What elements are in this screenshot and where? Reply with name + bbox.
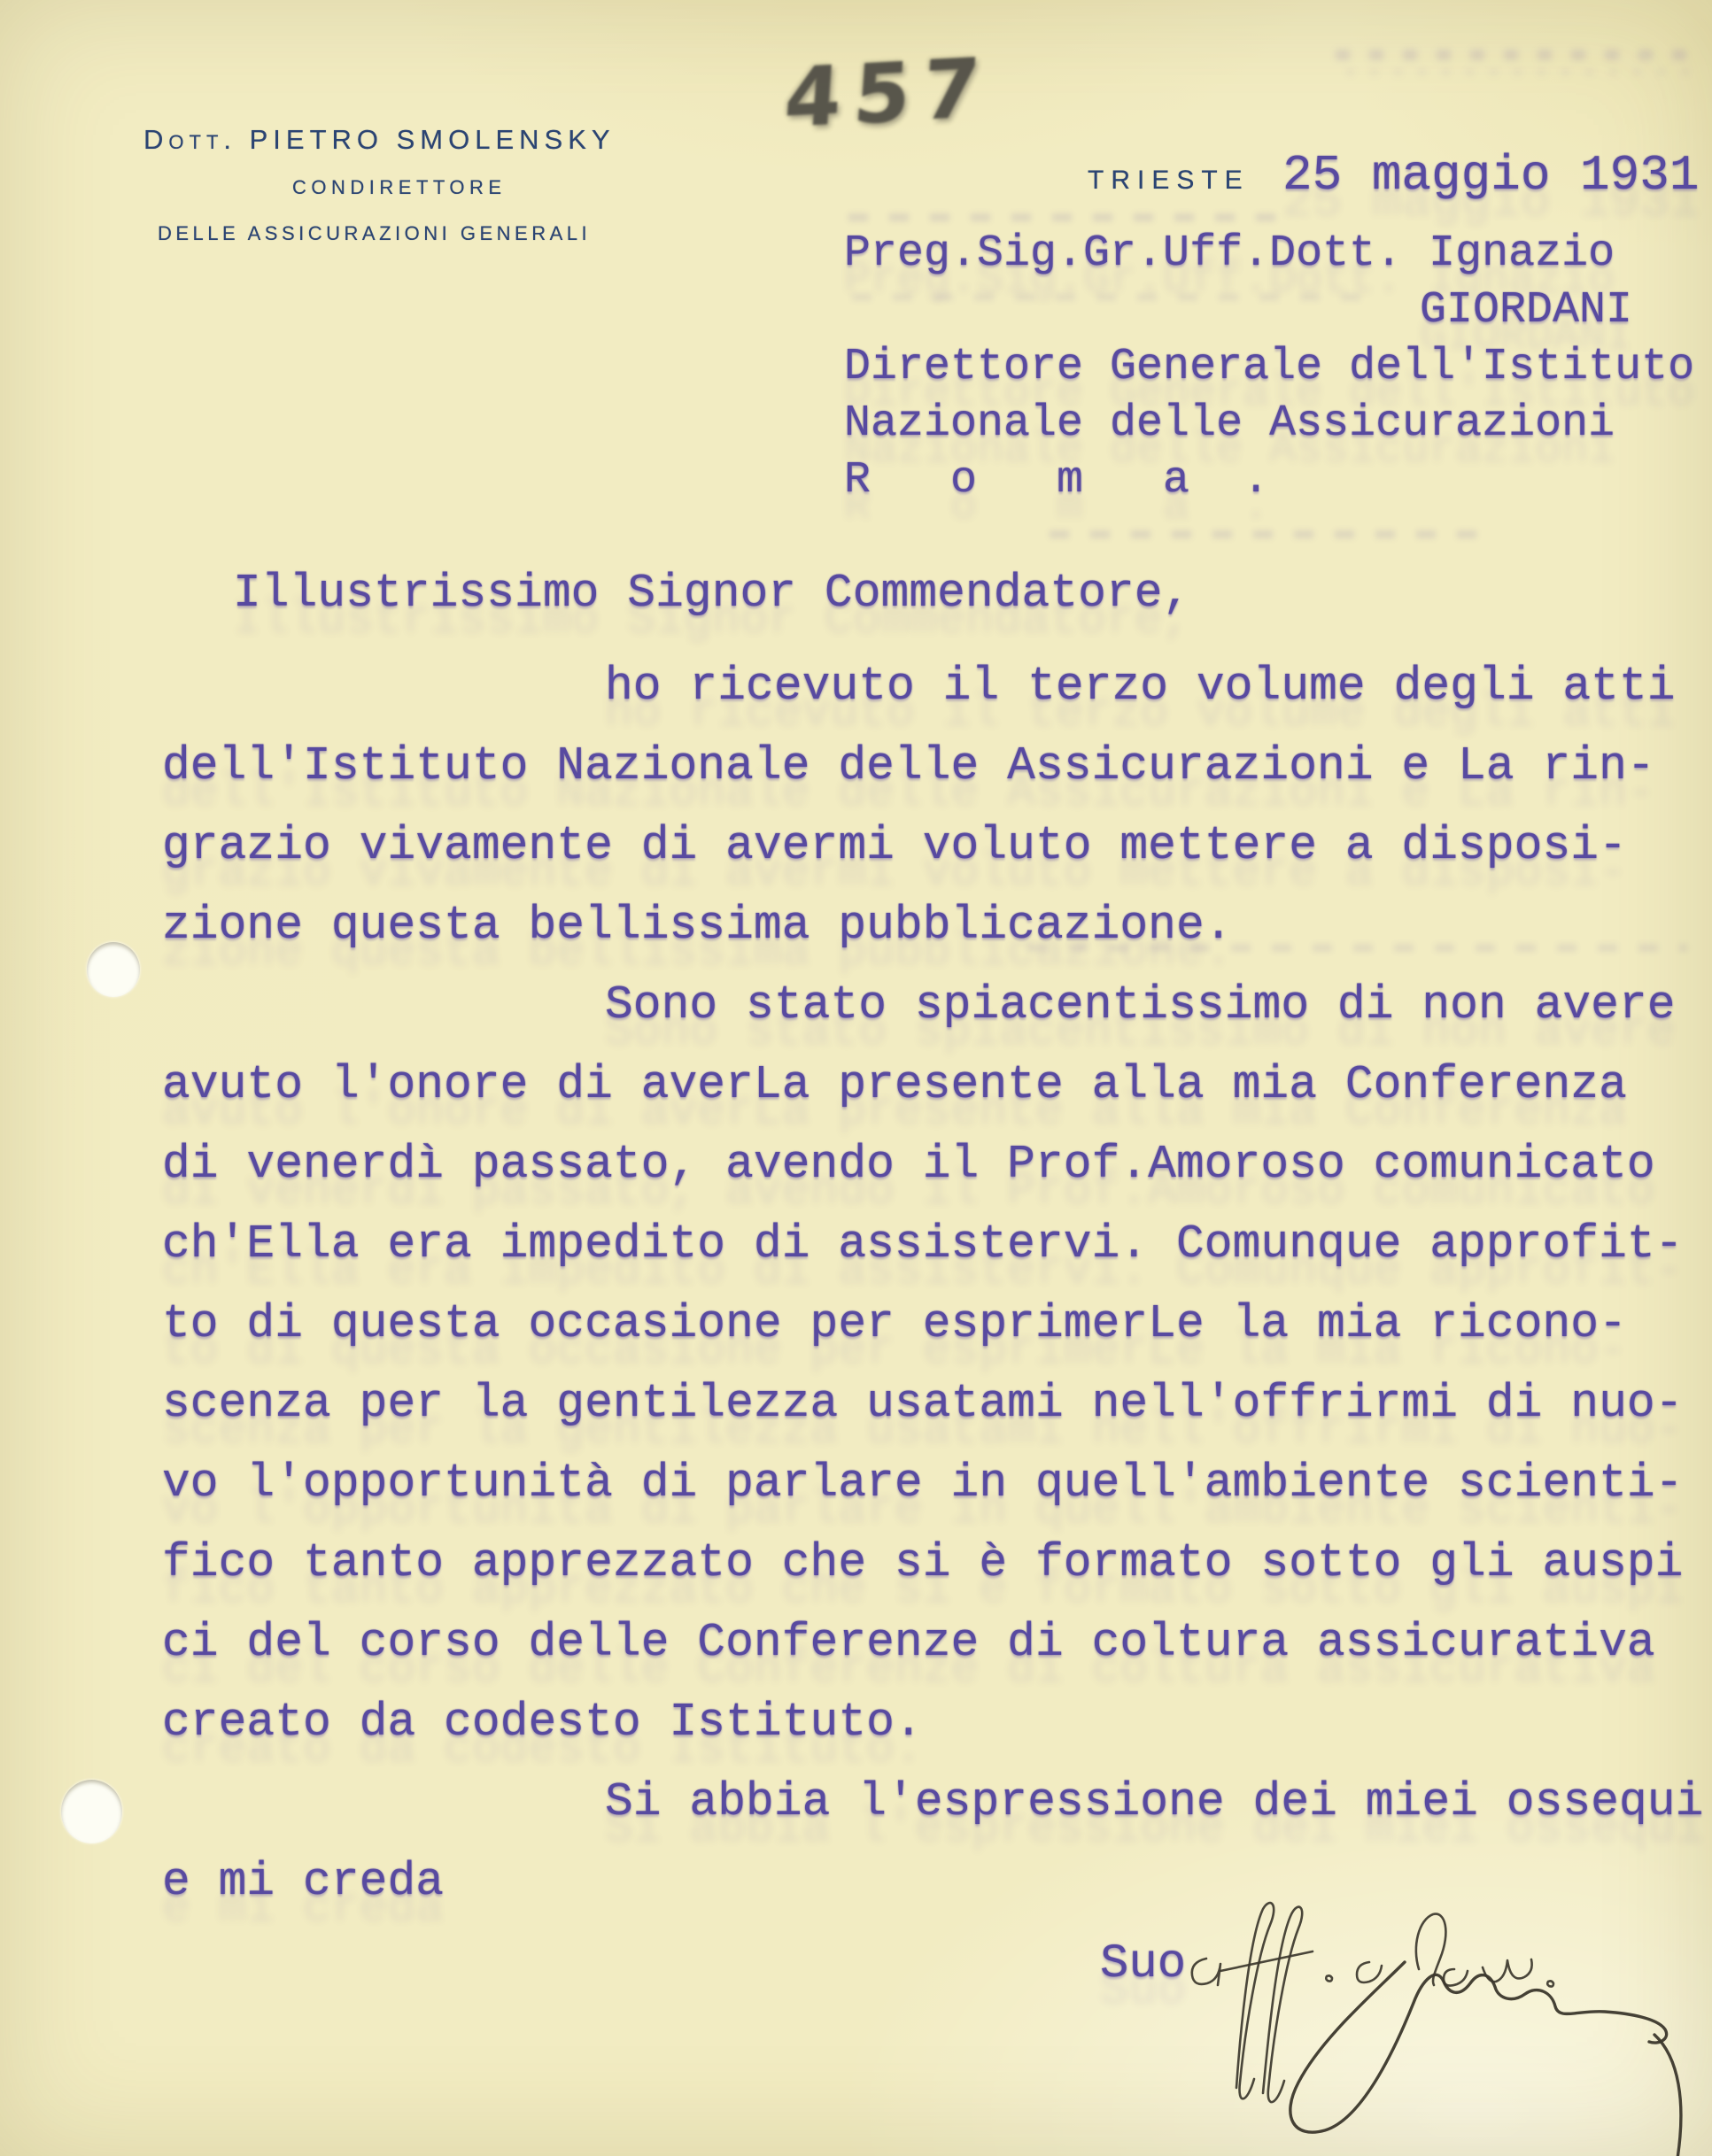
- body-line: ci del corso delle Conferenze di coltura assicurativa: [162, 1616, 1655, 1669]
- body-line: to di questa occasione per esprimerLe la mia ricono-: [162, 1297, 1627, 1350]
- handwritten-signature: [1107, 1877, 1712, 2156]
- recipient-line: Nazionale delle Assicurazioni: [844, 398, 1615, 449]
- recipient-surname: GIORDANI: [1420, 285, 1633, 336]
- signature-annotation: [1192, 1903, 1553, 2102]
- body-line: grazio vivamente di avermi voluto mettere a disposi-: [162, 819, 1627, 872]
- recipient-city: R o m a .: [844, 455, 1270, 506]
- archive-number-stamp: 457: [781, 40, 995, 147]
- dateline-date: 25 maggio 1931: [1282, 147, 1700, 204]
- recipient-line: Direttore Generale dell'Istituto: [844, 342, 1695, 392]
- salutation: Illustrissimo Signor Commendatore,: [233, 567, 1191, 620]
- letterhead-company: DELLE ASSICURAZIONI GENERALI: [158, 222, 592, 244]
- body-line: vo l'opportunità di parlare in quell'ambiente scienti-: [162, 1457, 1684, 1510]
- ink-smudge: [1027, 944, 1687, 952]
- faded-stamp: [1336, 37, 1690, 85]
- closing-pronoun: Suo: [1100, 1937, 1187, 1991]
- letterhead-title: CONDIRETTORE: [292, 176, 507, 198]
- body-line: ch'Ella era impedito di assistervi. Comunque approfit-: [162, 1217, 1684, 1271]
- ink-smudge: [1050, 530, 1497, 538]
- hole-punch-bottom: [61, 1780, 122, 1843]
- body-line: avuto l'onore di averLa presente alla mia Conferenza: [162, 1058, 1627, 1111]
- body-line: dell'Istituto Nazionale delle Assicurazioni e La rin-: [162, 739, 1655, 792]
- body-line: e mi creda: [162, 1855, 445, 1908]
- body-line: di venerdì passato, avendo il Prof.Amoroso comunicato: [162, 1138, 1655, 1191]
- ink-smudge: [852, 293, 1375, 301]
- body-line: Sono stato spiacentissimo di non avere: [605, 978, 1676, 1032]
- body-line: creato da codesto Istituto.: [162, 1696, 923, 1749]
- body-line: Si abbia l'espressione dei miei ossequi: [605, 1775, 1704, 1828]
- recipient-line: Preg.Sig.Gr.Uff.Dott. Ignazio: [844, 228, 1615, 279]
- letterhead-name: Dott. PIETRO SMOLENSKY: [143, 124, 616, 155]
- body-line: fico tanto apprezzato che si è formato sotto gli auspi: [162, 1536, 1684, 1589]
- body-line: ho ricevuto il terzo volume degli atti: [605, 660, 1676, 713]
- dateline-place: TRIESTE: [1088, 166, 1250, 195]
- ink-smudge: [848, 213, 1296, 221]
- body-line: scenza per la gentilezza usatami nell'offrirmi di nuo-: [162, 1377, 1684, 1430]
- signature-flourish: [1290, 1962, 1681, 2156]
- body-line: zione questa bellissima pubblicazione.: [162, 899, 1233, 952]
- hole-punch-top: [87, 942, 140, 997]
